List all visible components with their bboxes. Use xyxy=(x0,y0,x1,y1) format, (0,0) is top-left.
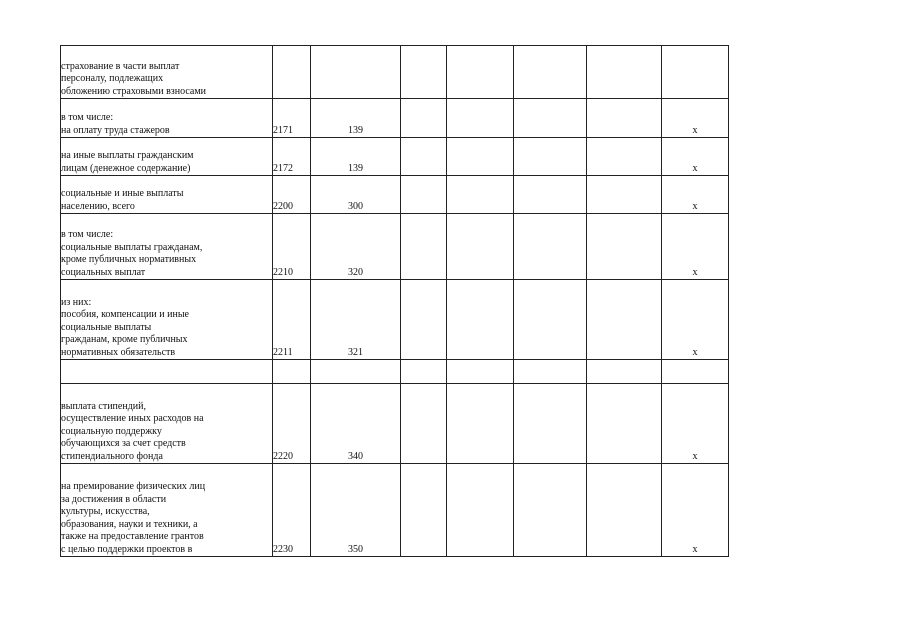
line-code: 2200 xyxy=(273,200,293,212)
row-description: выплата стипендий, осуществление иных расходов на социальную поддержку обучающихся за счет средств стипендиального фонда xyxy=(61,400,204,462)
mark-cell xyxy=(662,46,729,99)
empty-cell xyxy=(587,176,662,214)
kosgu-code: 350 xyxy=(348,543,363,555)
empty-cell xyxy=(401,138,447,176)
empty-cell xyxy=(514,214,587,280)
row-description: в том числе: на оплату труда стажеров xyxy=(61,112,170,136)
kosgu-code-cell xyxy=(311,176,401,214)
empty-cell xyxy=(514,360,587,384)
empty-cell xyxy=(401,464,447,557)
mark-cell xyxy=(662,214,729,280)
table-row xyxy=(61,280,729,360)
row-description: из них: пособия, компенсации и иные социальные выплаты гражданам, кроме публичных нормативных обязательств xyxy=(61,296,189,358)
empty-cell xyxy=(587,214,662,280)
line-code-cell xyxy=(273,280,311,360)
kosgu-code: 321 xyxy=(348,346,363,358)
line-code: 2230 xyxy=(273,543,293,555)
financial-plan-table xyxy=(60,45,729,557)
mark-x: x xyxy=(692,162,698,174)
empty-cell xyxy=(514,384,587,464)
table-row xyxy=(61,384,729,464)
empty-cell xyxy=(514,464,587,557)
empty-cell xyxy=(401,214,447,280)
mark-cell xyxy=(662,464,729,557)
mark-x: x xyxy=(692,200,698,212)
empty-cell xyxy=(447,99,514,138)
table-row xyxy=(61,46,729,99)
row-description-cell xyxy=(61,280,273,360)
row-description-cell xyxy=(61,99,273,138)
kosgu-code: 139 xyxy=(348,162,363,174)
table-row xyxy=(61,176,729,214)
mark-x: x xyxy=(692,543,698,555)
empty-cell xyxy=(587,360,662,384)
table-row xyxy=(61,99,729,138)
empty-cell xyxy=(447,138,514,176)
empty-cell xyxy=(401,176,447,214)
empty-cell xyxy=(514,46,587,99)
empty-cell xyxy=(447,46,514,99)
row-description: социальные и иные выплаты населению, всего xyxy=(61,188,184,212)
empty-cell xyxy=(447,176,514,214)
empty-cell xyxy=(401,384,447,464)
row-description: на иные выплаты гражданским лицам (денежное содержание) xyxy=(61,150,194,174)
empty-cell xyxy=(401,360,447,384)
mark-x: x xyxy=(692,450,698,462)
row-description-cell xyxy=(61,464,273,557)
empty-cell xyxy=(447,464,514,557)
kosgu-code: 300 xyxy=(348,200,363,212)
kosgu-code-cell xyxy=(311,384,401,464)
row-description: страхование в части выплат персоналу, подлежащих обложению страховыми взносами xyxy=(61,60,207,97)
line-code-cell xyxy=(273,384,311,464)
kosgu-code-cell xyxy=(311,464,401,557)
empty-cell xyxy=(401,280,447,360)
line-code-cell xyxy=(273,464,311,557)
line-code: 2171 xyxy=(273,124,293,136)
line-code: 2211 xyxy=(273,346,293,358)
kosgu-code: 139 xyxy=(348,124,363,136)
kosgu-code-cell xyxy=(311,214,401,280)
line-code: 2210 xyxy=(273,266,293,278)
empty-cell xyxy=(587,384,662,464)
empty-cell xyxy=(587,138,662,176)
mark-cell xyxy=(662,176,729,214)
empty-cell xyxy=(401,46,447,99)
empty-cell xyxy=(447,214,514,280)
line-code-cell xyxy=(273,138,311,176)
mark-x: x xyxy=(692,266,698,278)
mark-cell xyxy=(662,280,729,360)
line-code-cell xyxy=(273,214,311,280)
empty-cell xyxy=(447,384,514,464)
table-row xyxy=(61,138,729,176)
mark-cell xyxy=(662,384,729,464)
mark-x: x xyxy=(692,346,698,358)
empty-cell xyxy=(587,464,662,557)
kosgu-code-cell xyxy=(311,138,401,176)
line-code: 2220 xyxy=(273,450,293,462)
line-code: 2172 xyxy=(273,162,293,174)
empty-cell xyxy=(447,280,514,360)
line-code-cell xyxy=(273,99,311,138)
empty-cell xyxy=(587,280,662,360)
row-description-cell xyxy=(61,176,273,214)
table-row xyxy=(61,360,729,384)
line-code-cell xyxy=(273,176,311,214)
row-description: в том числе: социальные выплаты гражданам, кроме публичных нормативных социальных выплат xyxy=(61,229,203,278)
row-description-cell xyxy=(61,138,273,176)
mark-cell xyxy=(662,138,729,176)
row-description: на премирование физических лиц за достижения в области культуры, искусства, образования, науки и техники, а также на предоставление грантов с целью поддержки проектов в xyxy=(61,481,206,555)
empty-cell xyxy=(514,176,587,214)
row-description-cell xyxy=(61,46,273,99)
empty-cell xyxy=(514,138,587,176)
mark-cell xyxy=(662,360,729,384)
mark-x: x xyxy=(692,124,698,136)
row-description-cell xyxy=(61,214,273,280)
empty-cell xyxy=(514,99,587,138)
empty-cell xyxy=(587,99,662,138)
line-code-cell xyxy=(273,46,311,99)
empty-cell xyxy=(401,99,447,138)
kosgu-code-cell xyxy=(311,46,401,99)
table-row xyxy=(61,464,729,557)
kosgu-code: 340 xyxy=(348,450,363,462)
kosgu-code: 320 xyxy=(348,266,363,278)
row-description-cell xyxy=(61,360,273,384)
kosgu-code-cell xyxy=(311,360,401,384)
kosgu-code-cell xyxy=(311,280,401,360)
line-code-cell xyxy=(273,360,311,384)
empty-cell xyxy=(447,360,514,384)
row-description-cell xyxy=(61,384,273,464)
table-row xyxy=(61,214,729,280)
empty-cell xyxy=(587,46,662,99)
empty-cell xyxy=(514,280,587,360)
mark-cell xyxy=(662,99,729,138)
kosgu-code-cell xyxy=(311,99,401,138)
